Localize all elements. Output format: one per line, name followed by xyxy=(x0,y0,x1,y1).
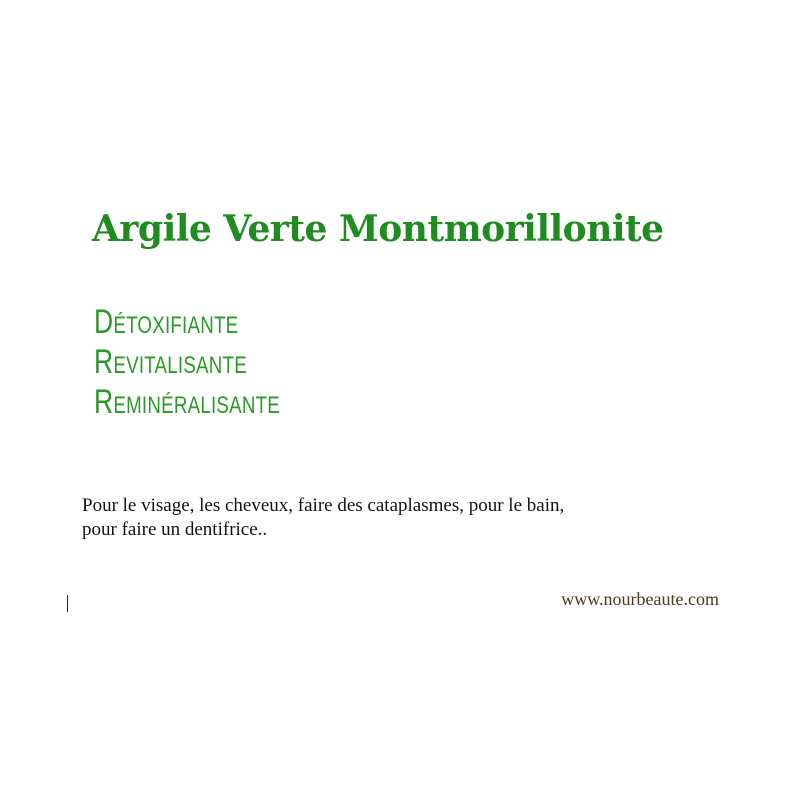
text-cursor xyxy=(67,595,68,612)
website-link[interactable]: www.nourbeaute.com xyxy=(561,589,719,609)
properties-list xyxy=(94,302,280,422)
uses-line: pour faire un dentifrice.. xyxy=(82,519,268,540)
uses-description xyxy=(82,494,642,542)
property-item: Reminéralisante xyxy=(94,383,280,421)
property-item: Détoxifiante xyxy=(94,303,239,341)
uses-line: Pour le visage, les cheveux, faire des cataplasmes, pour le bain, xyxy=(82,495,565,516)
product-title: Argile Verte Montmorillonite xyxy=(92,208,664,250)
property-item: Revitalisante xyxy=(94,343,247,381)
